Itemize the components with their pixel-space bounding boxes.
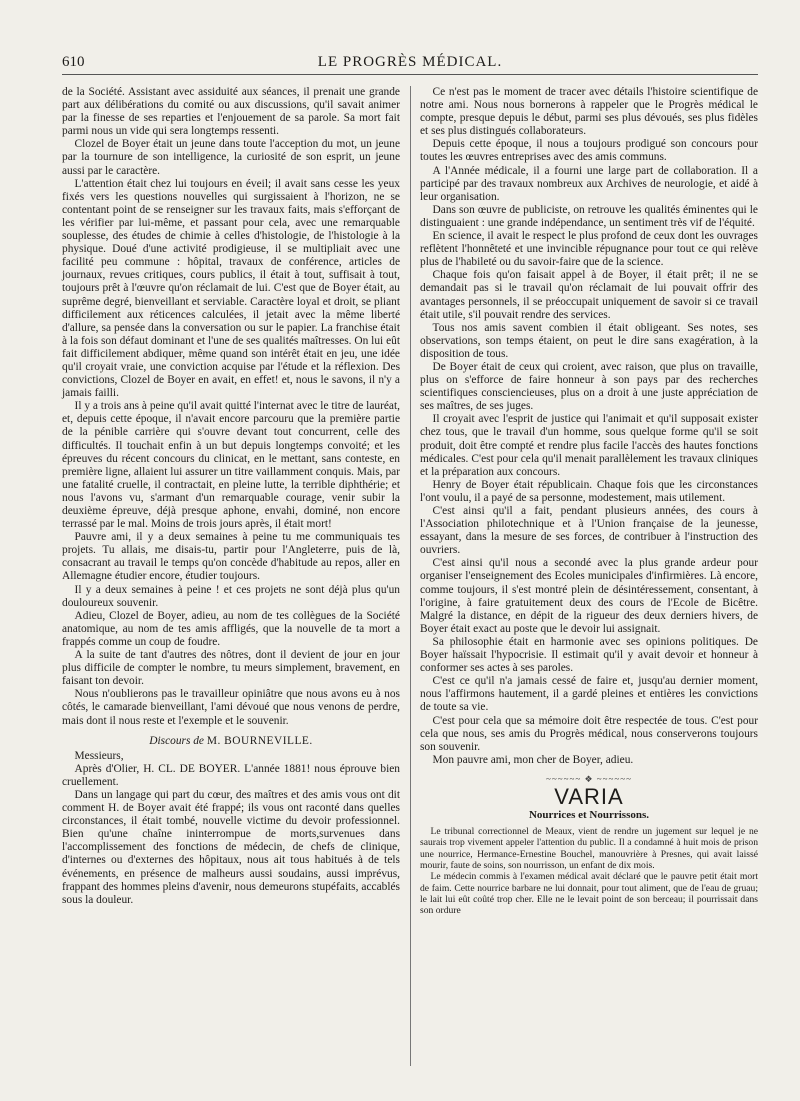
paragraph: Chaque fois qu'on faisait appel à de Boyer, il était prêt; il ne se demandait pas si le travail qu'on réclamait de lui pouvait offrir des avantages personnels, il se préoccupait uniquement de savoir si ce travail était utile, s'il pouvait rendre des services. — [420, 269, 758, 321]
paragraph: Henry de Boyer était républicain. Chaque fois que les circonstances l'ont voulu, il a payé de sa personne, modestement, mais utilement. — [420, 478, 758, 504]
paragraph: Mon pauvre ami, mon cher de Boyer, adieu. — [432, 753, 634, 766]
paragraph: Pauvre ami, il y a deux semaines à peine tu me communiquais tes projets. Tu allais, me disais-tu, partir pour l'Angleterre, puis de là, consacrant au travail le temps qu'on concède d'habitude au repos, aller en Allemagne étudier encore, étudier toujours. — [62, 531, 400, 583]
paragraph: C'est ainsi qu'il nous a secondé avec la plus grande ardeur pour organiser l'enseignement des Ecoles municipales d'infirmières. Là encore, comme toujours, il s'est montré plein de désintéressement, consentant, à l'origine, à faire gratuitement deux des cours de l'Ecole de Bicêtre. Malgré la distance, en dépit de la rigueur des deux derniers hivers, de Boyer était exact au poste que le devoir lui assignait. — [420, 557, 758, 635]
paragraph: L'attention était chez lui toujours en éveil; il avait sans cesse les yeux fixés vers les questions nouvelles qui surgissaient à l'horizon, ne se contentant point de se renseigner sur les travaux faits, mais s'efforçant de les vérifier par lui-même, et passant pour cela, avec une remarquable souplesse, des études de chimie à celles d'histologie, de l'histologie à la physique. Doué d'une activité prodigieuse, il se multipliait avec une facilité peu commune : hôpital, travaux de conférence, articles de journaux, revues critiques, cours publics, il était à tout, suffisait à tout, toujours prêt à l'œuvre qu'on réclamait de lui. C'est que de Boyer était, au suprême degré, bienveillant et serviable. Caractère loyal et droit, se pliant difficilement aux réticences calculées, il jetait avec la même liberté d'allure, sa pensée dans la conversation ou sur le papier. La franchise était à la fois son défaut dominant et l'une de ses qualités maîtresses. On lui eût fait difficilement abdiquer, même quand son intérêt était en jeu, une idée qu'il croyait vraie, une conviction acquise par l'étude et la réflexion. Des convictions, Clozel de Boyer en avait, en effet! et, nous le savons, il n'y a jamais failli. — [62, 177, 400, 400]
paragraph: Le médecin commis à l'examen médical avait déclaré que le pauvre petit était mort de faim. Cette nourrice barbare ne lui donnait, pour tout aliment, que de l'eau de gruau; le lait lui eût coûté trop cher. Elle ne le levait point de son berceau; il pourrissait dans son ordure — [420, 871, 758, 917]
paragraph: Sa philosophie était en harmonie avec ses opinions politiques. De Boyer haïssait l'hypocrisie. Il estimait qu'il y avait devoir et honneur à conformer ses actes à ses paroles. — [420, 635, 758, 675]
paragraph: De Boyer était de ceux qui croient, avec raison, que plus on travaille, plus on s'efforce de faire honneur à son pays par des recherches scientifiques consciencieuses, plus on a droit à une juste appréciation de ses maîtres, de ses juges. — [420, 360, 758, 413]
varia-subtitle: Nourrices et Nourrissons. — [528, 809, 650, 822]
paragraph: Tous nos amis savent combien il était obligeant. Ses notes, ses observations, son temps étaient, on peut le dire sans exagération, à la disposition de tous. — [420, 321, 758, 360]
paragraph: Après d'Olier, H. CL. DE BOYER. L'année 1881! nous éprouve bien cruellement. — [62, 762, 400, 788]
speech-title-author: M. BOURNEVILLE. — [206, 734, 313, 747]
paragraph: C'est ce qu'il n'a jamais cessé de faire et, jusqu'au dernier moment, nous l'affirmons hautement, il a gardé pleines et entières les convictions de toute sa vie. — [420, 675, 758, 714]
paragraph: Le tribunal correctionnel de Meaux, vient de rendre un jugement sur lequel je ne saurais trop vivement appeler l'attention du public. Il a condamné à huit mois de prison une nourrice, Hermance-Ernestine Bouchel, manouvrière à Presnes, qui avait laissé mourir, faute de soins, son nourrisson, un enfant de dix mois. — [420, 826, 758, 872]
paragraph: A l'Année médicale, il a fourni une large part de collaboration. Il a participé par des travaux nombreux aux Archives de neurologie, et aidé à leur organisation. — [420, 164, 758, 203]
paragraph: Nous n'oublierons pas le travailleur opiniâtre que nous avons eu à nos côtés, le camarade bienveillant, l'ami dévoué que nous venons de perdre, mais dont il nous reste et l'exemple et le souvenir. — [62, 688, 400, 727]
left-column — [62, 86, 400, 907]
right-column — [420, 86, 758, 917]
paragraph: Il y a trois ans à peine qu'il avait quitté l'internat avec le titre de lauréat, et, depuis cette époque, il n'avait encore parcouru que la première partie de la pénible carrière qui s'ouvre devant tout concurrent, celle des difficultés. Il touchait enfin à un but depuis longtemps convoité; et les épreuves du récent concours du clinicat, en le mettant, sans conteste, en première ligne, allaient lui assurer un titre vaillamment conquis. Mais, par une fatalité cruelle, il contractait, en pleine lutte, la terrible diphthérie; et nous l'avons vu, s'armant d'un remarquable courage, venir subir la deuxième épreuve, déjà presque aphone, envahi, dominé, non encore terrassé par le mal. Moins de trois jours après, il était mort! — [62, 400, 400, 531]
paragraph: Depuis cette époque, il nous a toujours prodigué son concours pour toutes les œuvres entreprises avec des amis communs. — [420, 138, 758, 164]
column-divider — [410, 86, 411, 1066]
journal-title: LE PROGRÈS MÉDICAL. — [317, 54, 503, 70]
paragraph: Il y a deux semaines à peine ! et ces projets ne sont déjà plus qu'un douloureux souvenir. — [62, 583, 400, 609]
paragraph: En science, il avait le respect le plus profond de ceux dont les ouvrages reflètent l'honnêteté et une invincible répugnance pour tout ce qui relève plus de l'habileté ou du savoir-faire que de la science. — [420, 230, 758, 269]
speech-title — [62, 735, 400, 748]
paragraph: Clozel de Boyer était un jeune dans toute l'acception du mot, un jeune par la tournure de son intelligence, la curiosité de son esprit, un jeune aussi par le caractère. — [62, 138, 400, 177]
paragraph: Dans son œuvre de publiciste, on retrouve les qualités éminentes qui le distinguaient : une grande indépendance, un sentiment très vif de l'équité. — [420, 203, 758, 229]
paragraph: C'est ainsi qu'il a fait, pendant plusieurs années, des cours à l'Association philotechnique et à l'Union française de la jeunesse, essayant, dans la mesure de ses forces, de contribuer à l'instruction des ouvriers. — [420, 505, 758, 557]
salutation: Messieurs, — [74, 749, 124, 762]
paragraph: de la Société. Assistant avec assiduité aux séances, il prenait une grande part aux délibérations du comité ou aux discussions, qu'il savait animer par la finesse de ses reparties et l'enjouement de sa parole. Sa mort fait parmi nous un vide qui sera longtemps ressenti. — [62, 86, 400, 138]
paragraph: Ce n'est pas le moment de tracer avec détails l'histoire scientifique de notre ami. Nous nous bornerons à rappeler que le Progrès médical le compte, presque depuis le début, parmi ses plus dévoués, ses plus fidèles et ses plus distingués collaborateurs. — [420, 86, 758, 138]
page-number: 610 — [62, 54, 85, 70]
paragraph: C'est pour cela que sa mémoire doit être respectée de tous. C'est pour cela que nous, ses amis du Progrès médical, nous conserverons toujours son souvenir. — [420, 714, 758, 753]
speech-title-prefix: Discours de — [149, 734, 204, 747]
paragraph: Adieu, Clozel de Boyer, adieu, au nom de tes collègues de la Société anatomique, au nom de tes amis affligés, que la nouvelle de ta mort a frappés comme un coup de foudre. — [62, 609, 400, 648]
section-ornament: ~~~~~~ ❖ ~~~~~~ — [546, 773, 632, 784]
paragraph: Il croyait avec l'esprit de justice qui l'animait et qu'il supposait exister chez tous, que le travail d'un homme, sous quelque forme qu'il se soit produit, doit être compté et rendre plus facile l'accès des hautes fonctions médicales. C'est pour cela qu'il menait parallèlement les travaux cliniques et la préparation aux concours. — [420, 413, 758, 478]
page-header — [62, 52, 758, 75]
varia-title: VARIA — [554, 783, 624, 809]
paragraph: A la suite de tant d'autres des nôtres, dont il devient de jour en jour plus difficile de compter le nombre, tu meurs simplement, bravement, en faisant ton devoir. — [62, 649, 400, 688]
paragraph: Dans un langage qui part du cœur, des maîtres et des amis vous ont dit comment H. de Boyer avait été frappé; ils vous ont raconté dans quelles circonstances, il était tombé, nouvelle victime du devoir professionnel. Bien qu'une chaîne ininterrompue de morts,survenues dans l'accomplissement des fonctions de médecin, de chefs de clinique, d'internes ou d'externes des hôpitaux, nous ait tous habitués à de tels événements, en présence de malheurs aussi soudains, aussi imprévus, frappant des hommes pleins d'avenir, nous demeurons stupéfaits, accablés sous la douleur. — [62, 788, 400, 906]
